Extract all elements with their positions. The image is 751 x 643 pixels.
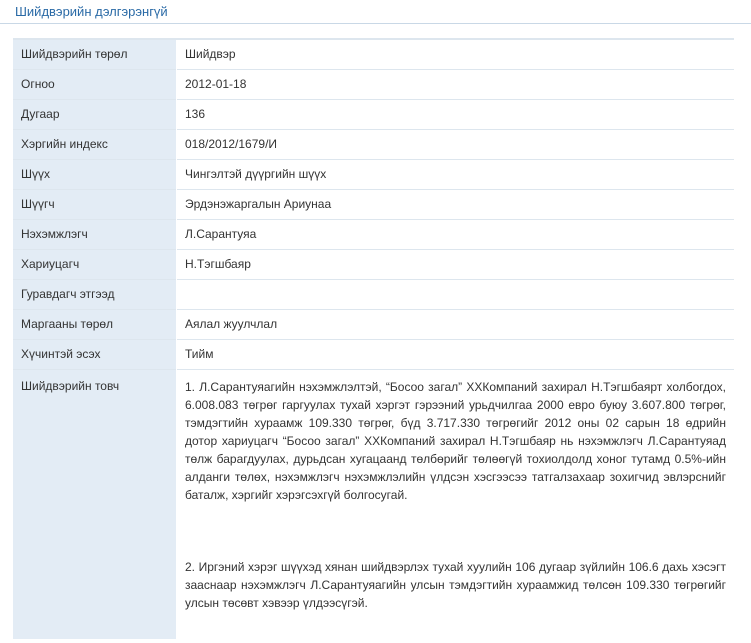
row-value: Н.Тэгшбаяр	[177, 249, 735, 279]
row-label: Шүүх	[13, 159, 177, 189]
page-header	[0, 0, 751, 24]
summary-value	[177, 369, 735, 639]
row-label: Дугаар	[13, 99, 177, 129]
row-value: Чингэлтэй дүүргийн шүүх	[177, 159, 735, 189]
row-label: Хариуцагч	[13, 249, 177, 279]
row-value: Л.Сарантуяа	[177, 219, 735, 249]
row-label: Шүүгч	[13, 189, 177, 219]
row-value: 136	[177, 99, 735, 129]
row-label: Шийдвэрийн төрөл	[13, 39, 177, 69]
row-label: Огноо	[13, 69, 177, 99]
row-label: Маргааны төрөл	[13, 309, 177, 339]
summary-label: Шийдвэрийн товч	[13, 369, 177, 639]
table-row	[13, 69, 734, 99]
table-row	[13, 339, 734, 369]
row-label: Хэргийн индекс	[13, 129, 177, 159]
row-value: Аялал жуулчлал	[177, 309, 735, 339]
summary-paragraph-2: 2. Иргэний хэрэг шүүхэд хянан шийдвэрлэх тухай хуулийн 106 дугаар зүйлийн 106.6 дахь хэсэгт зааснаар нэхэмжлэгч Л.Сарантуяагийн улсын тэмдэгтийн хураамжид төлсөн 109.330 төгрөгийг улсын төсөвт хэвээр үлдээсүгэй.	[185, 559, 726, 610]
table-row	[13, 219, 734, 249]
row-label: Гуравдагч этгээд	[13, 279, 177, 309]
table-row	[13, 309, 734, 339]
decision-detail-table	[13, 38, 734, 639]
row-value: Эрдэнэжаргалын Ариунаа	[177, 189, 735, 219]
table-row	[13, 159, 734, 189]
table-row	[13, 99, 734, 129]
table-row	[13, 189, 734, 219]
page-title: Шийдвэрийн дэлгэрэнгүй	[15, 4, 168, 19]
row-label: Хүчинтэй эсэх	[13, 339, 177, 369]
table-row	[13, 279, 734, 309]
summary-row	[13, 369, 734, 639]
table-row	[13, 249, 734, 279]
row-value: 018/2012/1679/И	[177, 129, 735, 159]
summary-paragraph-1: 1. Л.Сарантуяагийн нэхэмжлэлтэй, “Босоо загал” ХХКомпаний захирал Н.Тэгшбаярт холбогдох, 6.008.083 төгрөг гаргуулах тухай хэргэт гэрээний урьдчилгаа 2000 евро буюу 3.607.800 төгрөг, тэмдэгтийн хураамж 109.330 төгрөг, бүд 3.717.330 төгрөгийг 2012 оны 02 сарын 18 өдрийн дотор хариуцагч “Босоо загал” ХХКомпаний захирал Н.Тэгшбаяр нь нэхэмжлэгч Л.Сарантуяад төлж барагдуулах, дурьдсан хугацаанд төлбөрийг төлөөгүй тохиолдолд хоног тутамд 0.5%-ийн алданги төлөх, нэхэмжлэгч нэхэмжлэлийн үлдсэн хэсгээсээ татгалзахаар зохигчид эвлэрснийг баталж, хэргийг хэрэгсэхгүй болгосугай.	[185, 379, 726, 502]
row-value: Тийм	[177, 339, 735, 369]
row-value	[177, 279, 735, 309]
row-value: 2012-01-18	[177, 69, 735, 99]
table-row	[13, 39, 734, 69]
row-label: Нэхэмжлэгч	[13, 219, 177, 249]
row-value: Шийдвэр	[177, 39, 735, 69]
table-row	[13, 129, 734, 159]
